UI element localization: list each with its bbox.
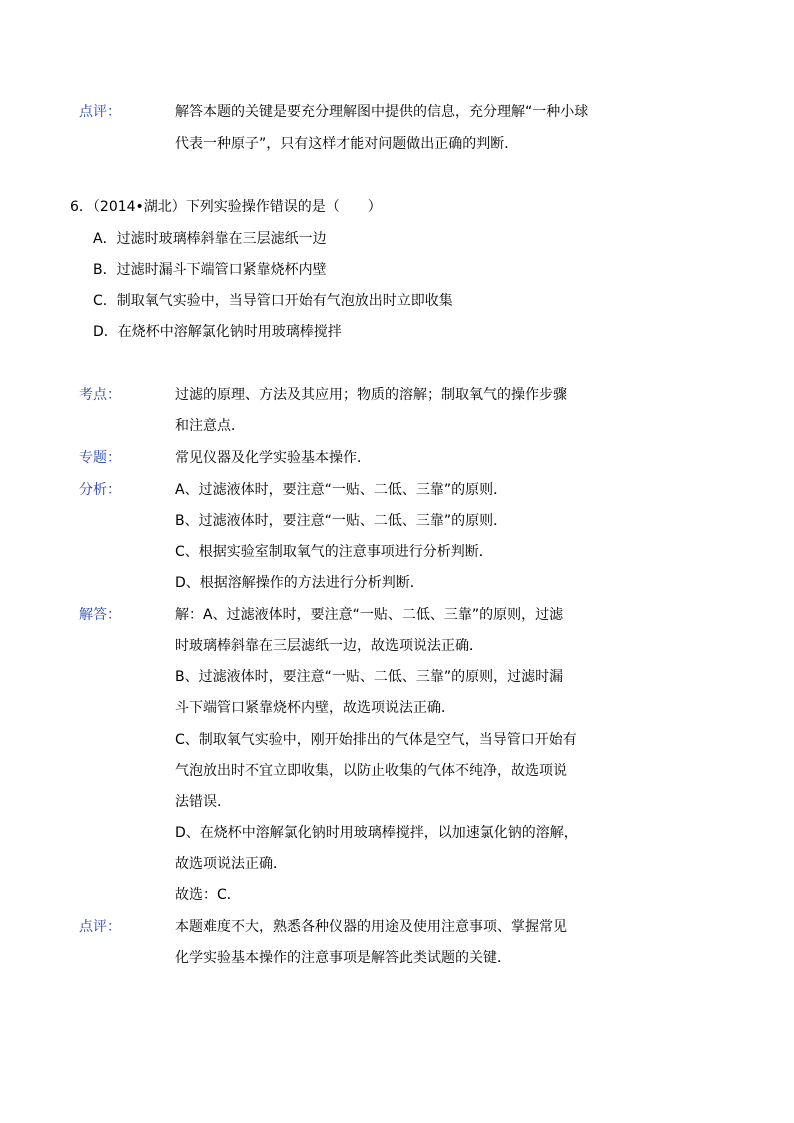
fenxi-line-4: D、根据溶解操作的方法进行分析判断． <box>175 575 424 591</box>
option-c: C．制取氧气实验中，当导管口开始有气泡放出时立即收集 <box>93 293 453 309</box>
review-line-top-2: 代表一种原子”，只有这样才能对问题做出正确的判断． <box>175 136 519 152</box>
question-stem <box>70 197 382 217</box>
review-label-top: 点评： <box>79 104 121 120</box>
jieda-line-7: 法错误． <box>175 794 231 810</box>
dianping-line-1: 本题难度不大，熟悉各种仪器的用途及使用注意事项、掌握常见 <box>175 919 567 935</box>
fenxi-line-1: A、过滤液体时，要注意“一贴、二低、三靠”的原则． <box>175 482 508 498</box>
dianping-line-2: 化学实验基本操作的注意事项是解答此类试题的关键． <box>175 950 511 966</box>
jieda-label: 解答： <box>79 607 121 623</box>
fenxi-line-2: B、过滤液体时，要注意“一贴、二低、三靠”的原则． <box>175 513 508 529</box>
jieda-line-8: D、在烧杯中溶解氯化钠时用玻璃棒搅拌，以加速氯化钠的溶解， <box>175 825 578 841</box>
kaodian-line-1: 过滤的原理、方法及其应用；物质的溶解；制取氧气的操作步骤 <box>175 387 567 403</box>
zhuanti-label: 专题： <box>79 450 121 466</box>
zhuanti-line-1: 常见仪器及化学实验基本操作． <box>175 450 371 466</box>
kaodian-label: 考点： <box>79 387 121 403</box>
question-number: 6． <box>70 199 93 215</box>
option-d: D．在烧杯中溶解氯化钠时用玻璃棒搅拌 <box>93 324 342 340</box>
jieda-line-6: 气泡放出时不宜立即收集，以防止收集的气体不纯净，故选项说 <box>175 763 567 779</box>
jieda-line-4: 斗下端管口紧靠烧杯内壁，故选项说法正确． <box>175 700 455 716</box>
jieda-line-9: 故选项说法正确． <box>175 856 287 872</box>
option-b: B．过滤时漏斗下端管口紧靠烧杯内壁 <box>93 262 327 278</box>
fenxi-label: 分析： <box>79 482 121 498</box>
question-text: 下列实验操作错误的是（ ） <box>185 199 382 215</box>
dianping-label: 点评： <box>79 919 121 935</box>
jieda-line-5: C、制取氧气实验中，刚开始排出的气体是空气，当导管口开始有 <box>175 732 577 748</box>
review-line-top-1: 解答本题的关键是要充分理解图中提供的信息，充分理解“一种小球 <box>175 104 589 120</box>
jieda-line-3: B、过滤液体时，要注意“一贴、二低、三靠”的原则，过滤时漏 <box>175 669 564 685</box>
question-source: （2014•湖北） <box>92 199 186 215</box>
fenxi-line-3: C、根据实验室制取氧气的注意事项进行分析判断． <box>175 544 493 560</box>
kaodian-line-2: 和注意点． <box>175 418 245 434</box>
option-a: A．过滤时玻璃棒斜靠在三层滤纸一边 <box>93 231 327 247</box>
jieda-line-2: 时玻璃棒斜靠在三层滤纸一边，故选项说法正确． <box>175 638 483 654</box>
jieda-line-10: 故选：C． <box>175 887 241 903</box>
jieda-line-1: 解：A、过滤液体时，要注意“一贴、二低、三靠”的原则，过滤 <box>175 607 564 623</box>
